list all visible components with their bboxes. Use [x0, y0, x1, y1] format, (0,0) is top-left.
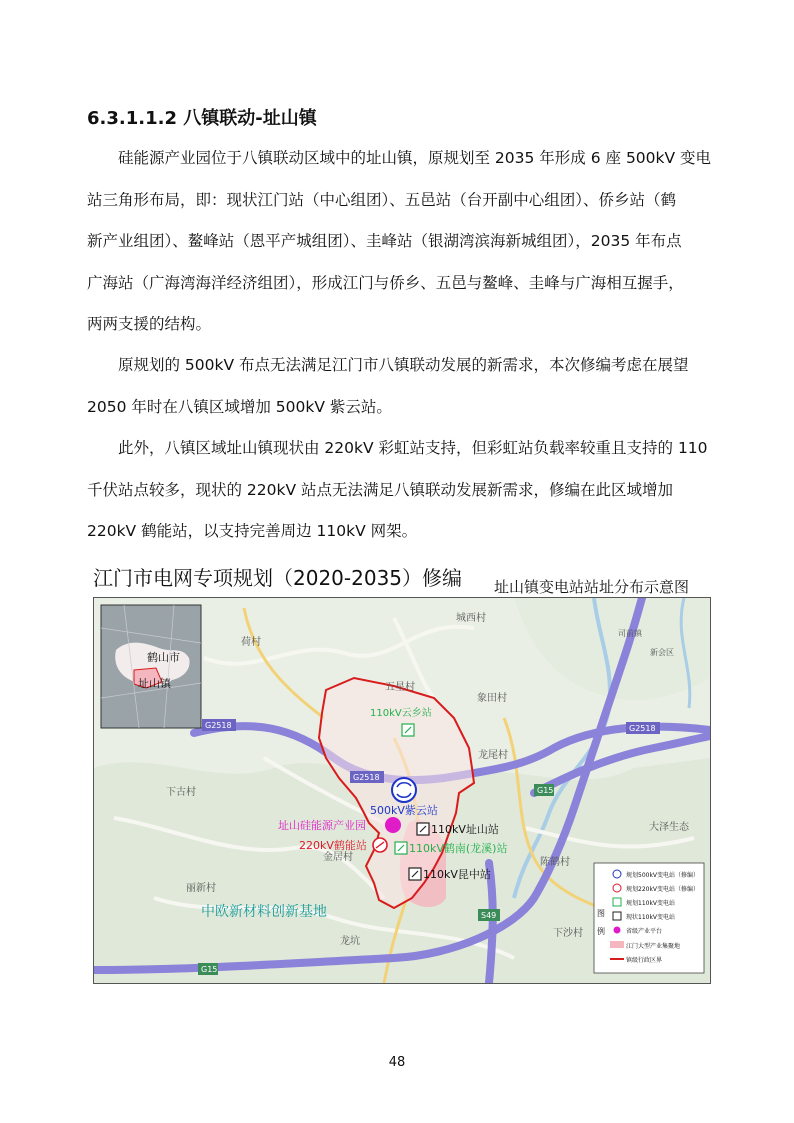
place-label: 陈鹤村: [540, 857, 570, 868]
map-title: 江门市电网专项规划（2020-2035）修编: [93, 566, 463, 590]
legend-item: 现状110kV变电站: [626, 914, 676, 921]
paragraph-2: [87, 345, 717, 428]
place-label: 龙坑: [340, 936, 360, 947]
legend-title-char: 图: [597, 909, 605, 918]
provincial-platform-pin: [385, 817, 401, 833]
station-label: 110kV云乡站: [370, 708, 432, 719]
station-kunzhong: [409, 867, 491, 881]
station-hexinan: [395, 841, 507, 855]
base-label: 中欧新材料创新基地: [201, 904, 327, 920]
section-title: 八镇联动-址山镇: [183, 108, 317, 129]
legend-platform-icon: [614, 927, 621, 934]
industrial-park-label: 址山硅能源产业园: [278, 819, 366, 832]
road-label: G15: [201, 965, 218, 974]
legend-planned-110kv-icon: [613, 898, 621, 906]
station-label: 500kV紫云站: [370, 804, 438, 817]
text-line: 原规划的 500kV 布点无法满足江门市八镇联动发展的新需求，本次修编考虑在展望: [118, 356, 689, 374]
text-line: 千伏站点较多，现状的 220kV 站点无法满足八镇联动发展新需求，修编在此区域增加: [87, 480, 674, 499]
station-label: 110kV昆中站: [423, 868, 491, 881]
section-heading: [87, 104, 317, 130]
planned-500kv-station-icon: [392, 778, 416, 802]
page-number: 48: [388, 1055, 406, 1070]
place-label: 大泽生态: [649, 822, 689, 833]
legend-existing-110kv-icon: [613, 912, 621, 920]
legend-item: 省级产业平台: [626, 928, 663, 935]
legend-item: 规划110kV变电站: [626, 900, 676, 907]
text-line: 硅能源产业园位于八镇联动区域中的址山镇，原规划至 2035 年形成 6 座 500kV 变电: [118, 149, 712, 167]
text-line: 此外，八镇区域址山镇现状由 220kV 彩虹站支持，但彩虹站负载率较重且支持的 110: [118, 439, 708, 457]
legend-500kv-icon: [613, 870, 621, 878]
road-label: G2518: [205, 721, 232, 730]
road-label: S49: [481, 911, 497, 920]
place-label: 象田村: [477, 693, 507, 704]
paragraph-3: [87, 428, 717, 553]
place-label: 下沙村: [553, 928, 583, 939]
place-label: 城西村: [456, 613, 486, 624]
place-label: 新会区: [650, 648, 674, 657]
place-label: 龙尾村: [478, 750, 508, 761]
legend-cluster-swatch: [610, 941, 624, 948]
text-line: 广海站（广海湾海洋经济组团），形成江门与侨乡、五邑与鳌峰、圭峰与广海相互握手，: [87, 273, 684, 292]
road-label: G2518: [629, 724, 656, 733]
text-line: 220kV 鹤能站，以支持完善周边 110kV 网架。: [87, 522, 418, 540]
road-label: G15: [537, 786, 554, 795]
substation-map: [93, 597, 711, 984]
station-label: 110kV址山站: [431, 823, 499, 836]
text-line: 2050 年时在八镇区域增加 500kV 紫云站。: [87, 397, 392, 416]
station-label: 110kV鹤南(龙溪)站: [409, 842, 508, 855]
legend-item: 镇级行政区界: [626, 957, 663, 964]
inset-city-label: 鹤山市: [147, 651, 180, 664]
station-label: 220kV鹤能站: [299, 839, 367, 852]
place-label: 五星村: [385, 682, 415, 693]
place-label: 荷村: [241, 637, 261, 648]
paragraph-1: [87, 138, 717, 346]
text-line: 两两支援的结构。: [87, 315, 212, 333]
map-legend: [594, 863, 704, 973]
place-label: 金居村: [323, 852, 353, 863]
place-label: 下古村: [166, 787, 196, 798]
map-canvas: [94, 598, 710, 983]
inset-map: [101, 605, 201, 728]
road-label: G2518: [353, 773, 380, 782]
map-subtitle: 址山镇变电站站址分布示意图: [494, 578, 690, 596]
text-line: 站三角形布局，即：现状江门站（中心组团）、五邑站（台开副中心组团）、侨乡站（鹤: [87, 190, 677, 209]
legend-item: 规划500kV变电站（修编）: [626, 872, 700, 879]
legend-title-char: 例: [597, 927, 605, 936]
text-line: 新产业组团）、鳌峰站（恩平产城组团）、圭峰站（银湖湾滨海新城组团），2035 年布点: [87, 232, 682, 250]
legend-item: 江门大型产业集聚地: [626, 943, 681, 950]
place-label: 丽新村: [186, 883, 216, 894]
section-number: 6.3.1.1.2: [87, 108, 177, 129]
inset-town-label: 址山镇: [138, 677, 171, 690]
place-label: 司前镇: [618, 629, 642, 638]
station-zhishan: [417, 822, 499, 836]
legend-220kv-icon: [613, 884, 621, 892]
legend-item: 规划220kV变电站（修编）: [626, 886, 700, 893]
